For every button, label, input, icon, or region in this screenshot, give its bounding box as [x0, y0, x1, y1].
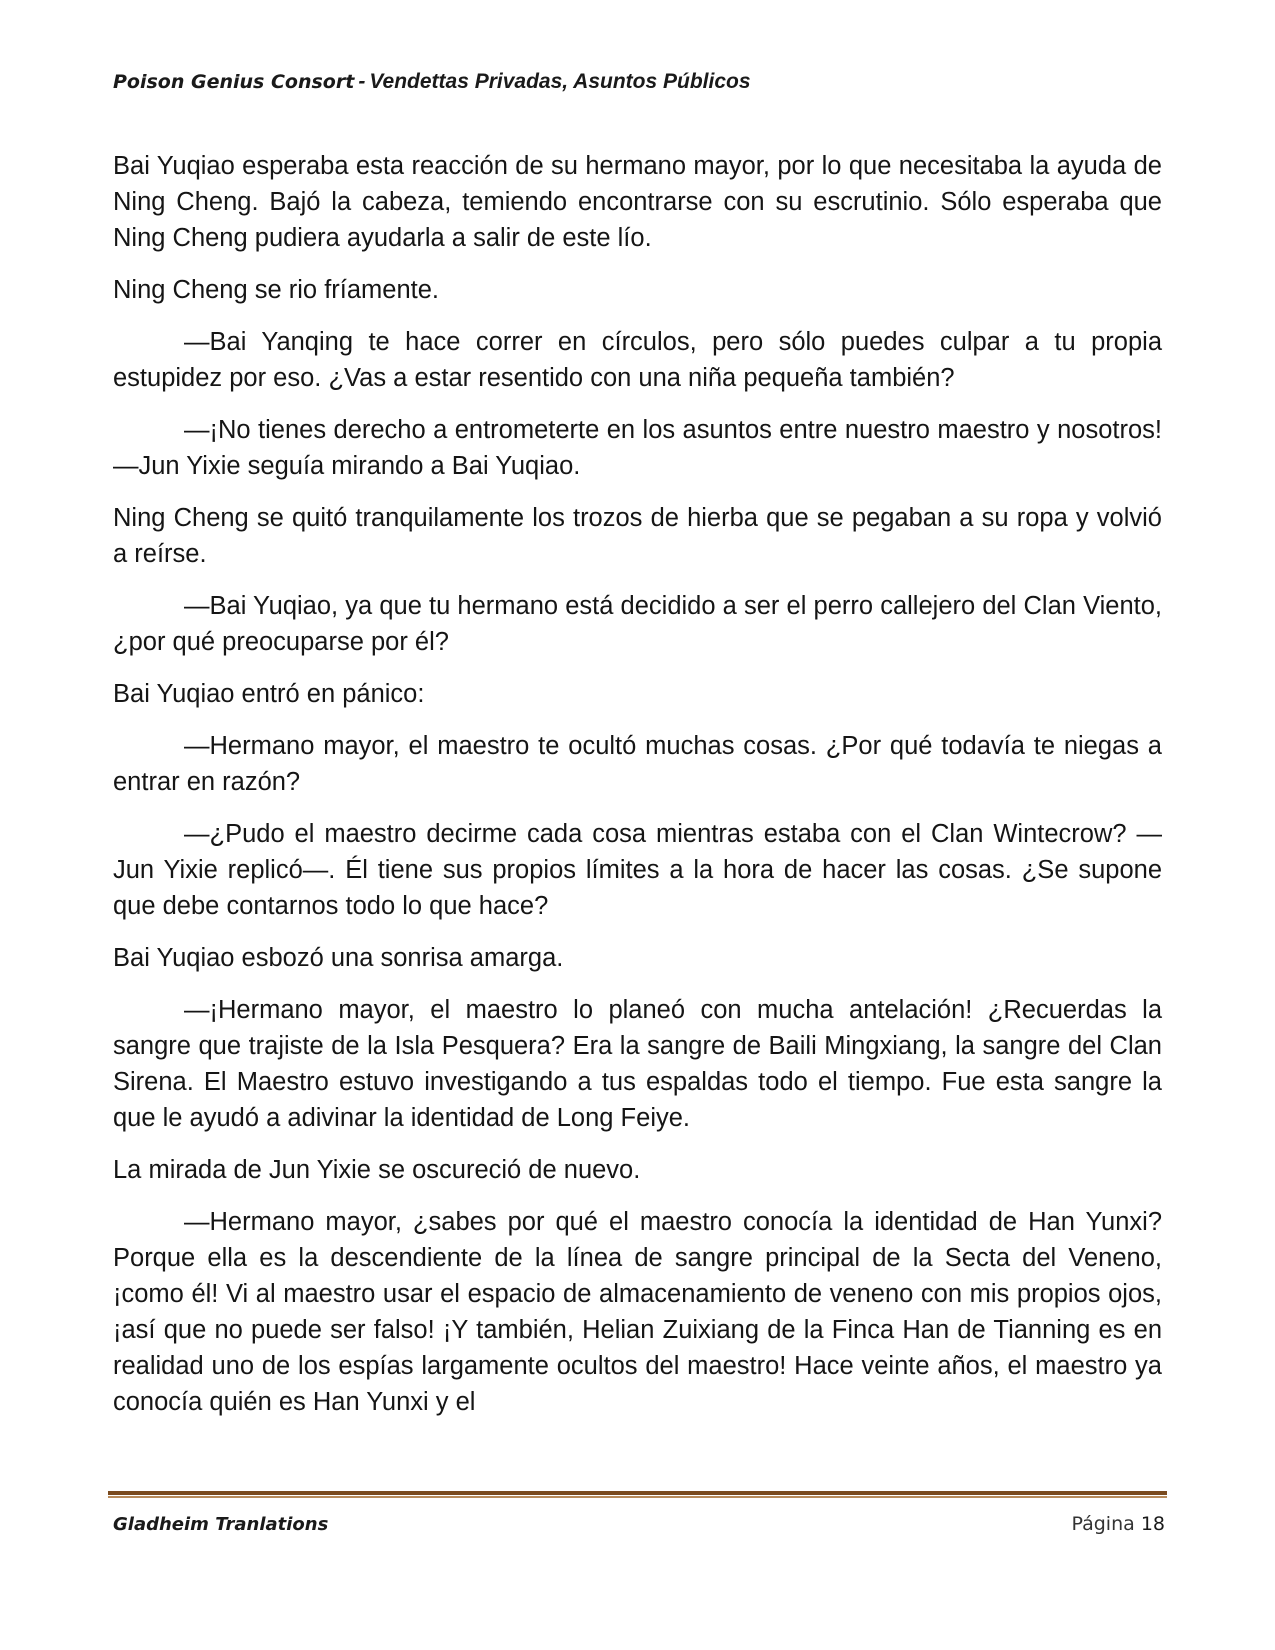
page-label: Página: [1071, 1513, 1135, 1535]
paragraph-13: —Hermano mayor, ¿sabes por qué el maestro conocía la identidad de Han Yunxi? Porque ella es la descendiente de la línea de sangre principal de la Secta del Veneno, ¡como él! Vi al maestro usar el espacio de almacenamiento de veneno con mis propios ojos, ¡así que no puede ser falso! ¡Y también, Helian Zuixiang de la Finca Han de Tianning es en realidad uno de los espías largamente ocultos del maestro! Hace veinte años, el maestro ya conocía quién es Han Yunxi y el: [113, 1208, 1162, 1416]
footer-divider: [108, 1491, 1167, 1498]
paragraph-6: —Bai Yuqiao, ya que tu hermano está decidido a ser el perro callejero del Clan Viento, ¿por qué preocuparse por él?: [113, 592, 1162, 656]
page-number: 18: [1140, 1513, 1165, 1535]
paragraph-5: Ning Cheng se quitó tranquilamente los trozos de hierba que se pegaban a su ropa y volvió a reírse.: [113, 504, 1162, 568]
book-title: Poison Genius Consort: [113, 71, 355, 93]
paragraph-4: —¡No tienes derecho a entrometerte en los asuntos entre nuestro maestro y nosotros! —Jun Yixie seguía mirando a Bai Yuqiao.: [113, 416, 1162, 480]
page-number-block: [1071, 1513, 1165, 1535]
body-text: [113, 148, 1162, 1436]
paragraph-1: Bai Yuqiao esperaba esta reacción de su hermano mayor, por lo que necesitaba la ayuda de Ning Cheng. Bajó la cabeza, temiendo encontrarse con su escrutinio. Sólo esperaba que Ning Cheng pudiera ayudarla a salir de este lío.: [113, 152, 1162, 252]
footer-divider-thin: [108, 1496, 1167, 1498]
paragraph-2: Ning Cheng se rio fríamente.: [113, 276, 439, 304]
chapter-title: Vendettas Privadas, Asuntos Públicos: [369, 70, 751, 93]
translator-credit: Gladheim Tranlations: [113, 1514, 329, 1535]
paragraph-8: —Hermano mayor, el maestro te ocultó muchas cosas. ¿Por qué todavía te niegas a entrar en razón?: [113, 732, 1162, 796]
paragraph-7: Bai Yuqiao entró en pánico:: [113, 680, 425, 708]
paragraph-11: —¡Hermano mayor, el maestro lo planeó con mucha antelación! ¿Recuerdas la sangre que trajiste de la Isla Pesquera? Era la sangre de Baili Mingxiang, la sangre del Clan Sirena. El Maestro estuvo investigando a tus espaldas todo el tiempo. Fue esta sangre la que le ayudó a adivinar la identidad de Long Feiye.: [113, 996, 1162, 1132]
paragraph-3: —Bai Yanqing te hace correr en círculos, pero sólo puedes culpar a tu propia estupidez por eso. ¿Vas a estar resentido con una niña pequeña también?: [113, 328, 1162, 392]
paragraph-12: La mirada de Jun Yixie se oscureció de nuevo.: [113, 1156, 641, 1184]
header-separator: -: [358, 70, 366, 93]
page-header: [113, 70, 751, 94]
paragraph-10: Bai Yuqiao esbozó una sonrisa amarga.: [113, 944, 564, 972]
paragraph-9: —¿Pudo el maestro decirme cada cosa mientras estaba con el Clan Wintecrow? —Jun Yixie replicó—. Él tiene sus propios límites a la hora de hacer las cosas. ¿Se supone que debe contarnos todo lo que hace?: [113, 820, 1162, 920]
